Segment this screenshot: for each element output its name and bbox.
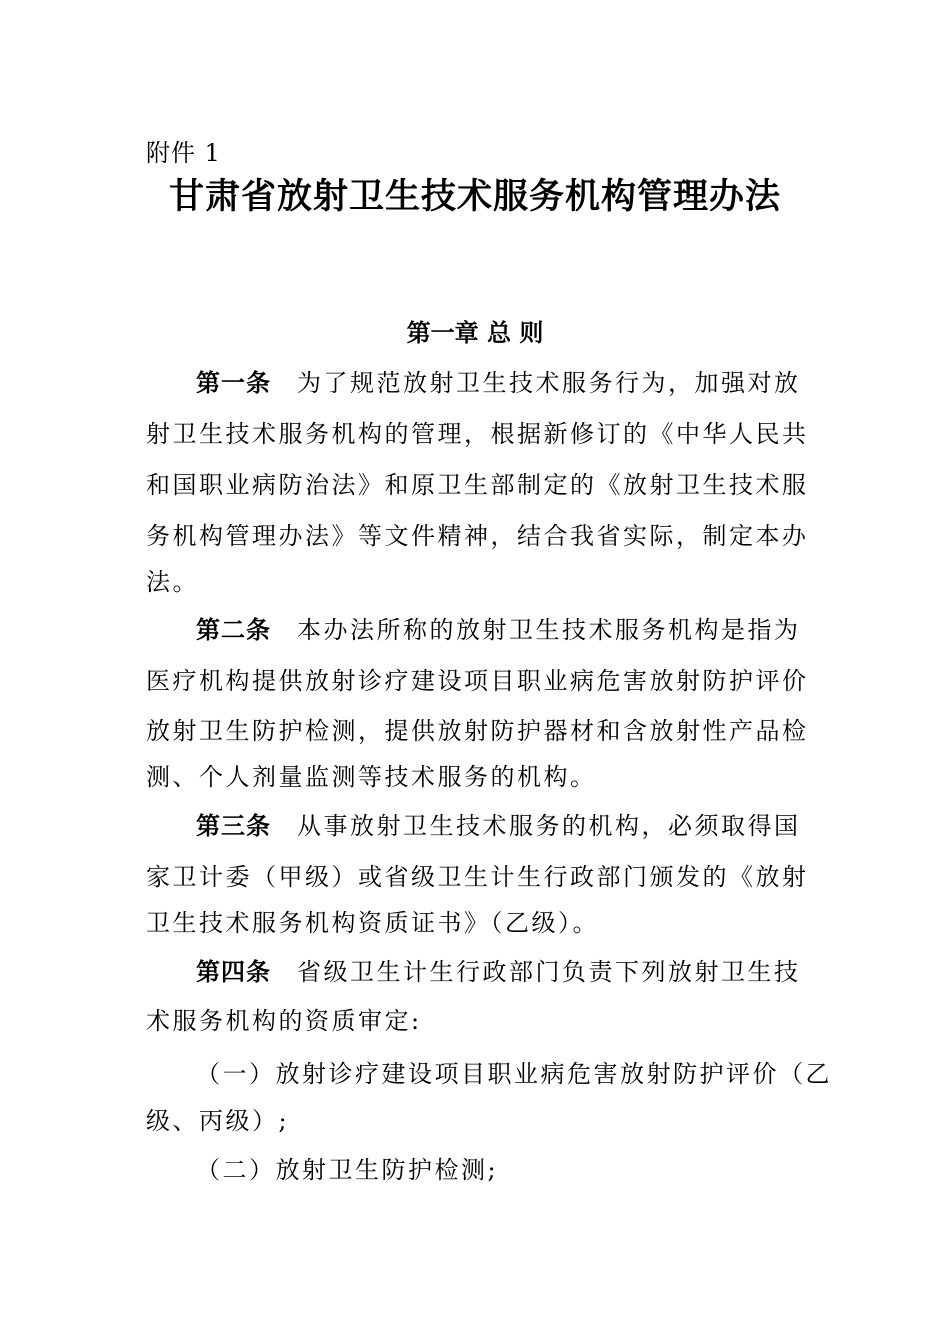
article-3-line-2: 家卫计委（甲级）或省级卫生计生行政部门颁发的《放射 <box>146 863 809 891</box>
document-title: 甘肃省放射卫生技术服务机构管理办法 <box>168 177 781 217</box>
article-4-line-1 <box>196 952 806 992</box>
article-2-line-2: 医疗机构提供放射诊疗建设项目职业病危害放射防护评价 <box>146 667 809 695</box>
article-4-text: 省级卫生计生行政部门负责下列放射卫生技 <box>297 958 801 986</box>
article-2-line-3: 放射卫生防护检测，提供放射防护器材和含放射性产品检 <box>146 717 809 745</box>
item-2-line-1: （二）放射卫生防护检测; <box>196 1156 499 1184</box>
article-1-text: 为了规范放射卫生技术服务行为，加强对放 <box>297 369 801 397</box>
item-1-line-2: 级、丙级）; <box>146 1107 290 1135</box>
article-1-line-1 <box>196 363 806 403</box>
article-2-text: 本办法所称的放射卫生技术服务机构是指为 <box>297 616 801 644</box>
article-3-line-1 <box>196 806 806 846</box>
article-2-label: 第二条 <box>196 616 271 644</box>
article-1-line-3: 和国职业病防治法》和原卫生部制定的《放射卫生技术服 <box>146 471 809 499</box>
item-1-line-1: （一）放射诊疗建设项目职业病危害放射防护评价（乙 <box>196 1060 832 1088</box>
chapter-heading: 第一章 总 则 <box>406 319 544 347</box>
article-3-text: 从事放射卫生技术服务的机构，必须取得国 <box>297 812 801 840</box>
article-1-line-5: 法。 <box>146 568 199 596</box>
attachment-label: 附件 1 <box>146 139 221 167</box>
article-4-label: 第四条 <box>196 958 271 986</box>
article-3-line-3: 卫生技术服务机构资质证书》（乙级）。 <box>146 909 599 937</box>
article-1-line-2: 射卫生技术服务机构的管理，根据新修订的《中华人民共 <box>146 420 809 448</box>
article-4-line-2: 术服务机构的资质审定: <box>146 1007 422 1035</box>
article-1-line-4: 务机构管理办法》等文件精神，结合我省实际，制定本办 <box>146 522 809 550</box>
article-2-line-4: 测、个人剂量监测等技术服务的机构。 <box>146 763 597 791</box>
article-1-label: 第一条 <box>196 369 271 397</box>
article-2-line-1 <box>196 610 806 650</box>
article-3-label: 第三条 <box>196 812 271 840</box>
